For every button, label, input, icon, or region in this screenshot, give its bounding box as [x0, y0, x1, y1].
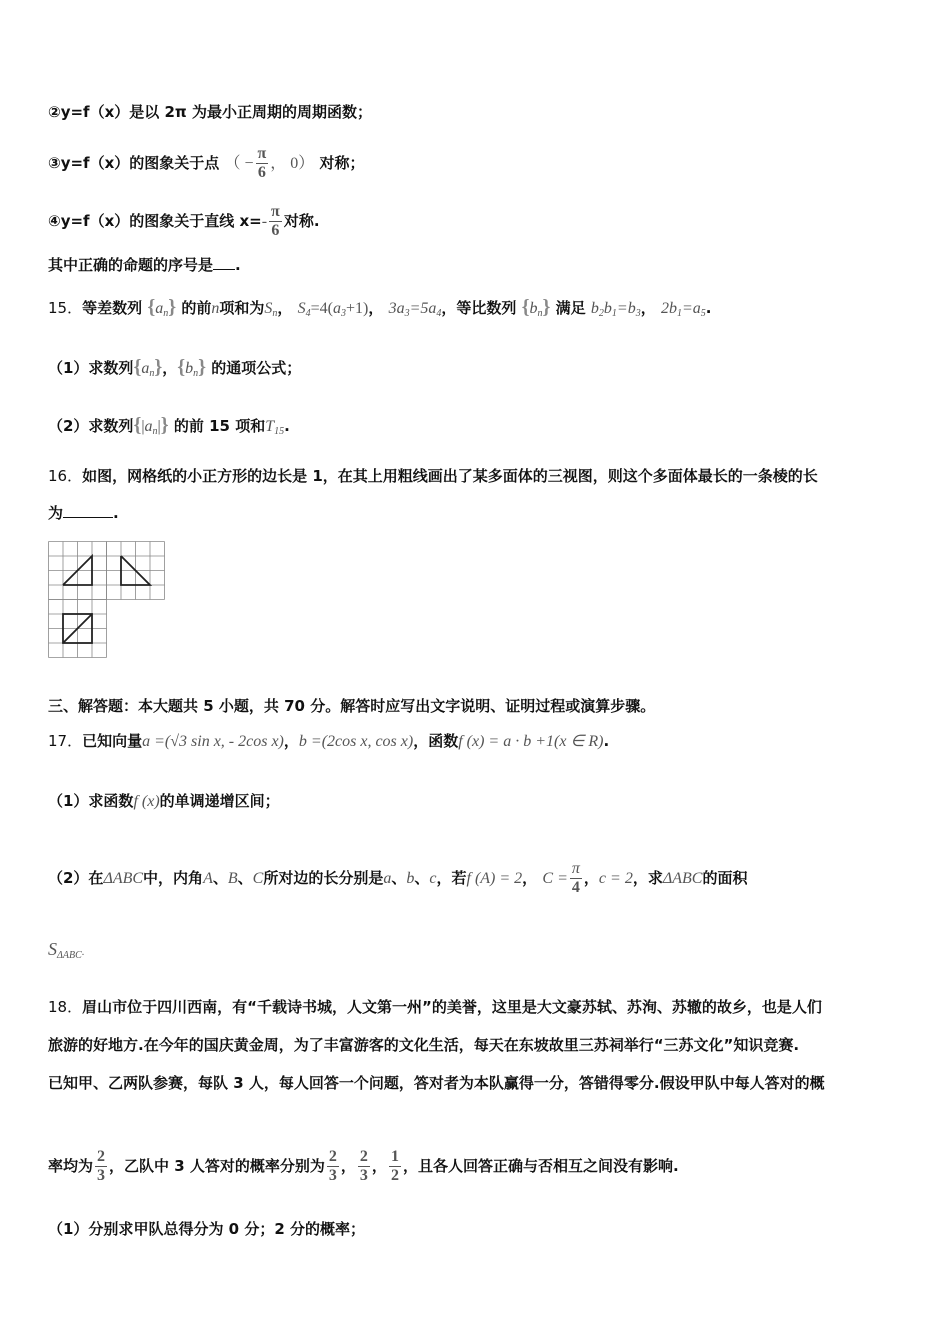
abs-bar: |	[157, 418, 161, 435]
question-number: 17．	[48, 732, 83, 750]
vector-a: a =(√3 sin x, - 2cos x)	[142, 733, 284, 750]
sum-T: T	[265, 418, 275, 435]
part-label: （1）求数列	[48, 359, 134, 377]
text: ，乙队中 3 人答对的概率分别为	[109, 1157, 325, 1175]
q16-line-2: 为	[48, 504, 64, 522]
comma: ，	[283, 732, 299, 750]
q15-part-2	[48, 414, 290, 443]
conclusion-text: 其中正确的命题的序号是	[48, 256, 214, 274]
marker: ③	[48, 154, 61, 172]
fraction-pi-4	[570, 860, 582, 897]
side-b: b	[406, 870, 415, 887]
q18-line-3: 已知甲、乙两队参赛，每队 3 人，每人回答一个问题，答对者为本队赢得一分，答错得零分.假设甲队中每人答对的概	[48, 1074, 825, 1092]
q17-part-2	[48, 860, 747, 897]
brace-close: }	[154, 356, 163, 378]
comma: ，	[583, 869, 599, 887]
q15-text-5: 满足	[555, 299, 586, 317]
period: .	[603, 732, 610, 750]
q15-text-1: 等差数列	[82, 299, 143, 317]
condition-C: C =	[542, 870, 568, 887]
question-number: 16．	[48, 467, 83, 485]
condition-fA: f (A) = 2	[466, 870, 523, 887]
fraction	[358, 1148, 370, 1185]
proposition-3-text-b: 对称；	[319, 154, 365, 172]
subscript: 1	[676, 308, 682, 319]
part-mid: 的前 15 项和	[173, 417, 266, 435]
triangle: ΔABC	[103, 870, 144, 887]
q17-area-symbol	[48, 938, 84, 967]
sep: ，	[371, 1157, 387, 1175]
q18-line-1: 眉山市位于四川西南，有“千载诗书城，人文第一州”的美誉，这里是大文豪苏轼、苏洵、苏辙的故乡，也是人们	[82, 998, 822, 1016]
brace-close: }	[160, 414, 169, 436]
sequence-b: b	[529, 300, 538, 317]
subscript: 3	[404, 308, 410, 319]
sep: 、	[414, 869, 430, 887]
denominator: 6	[257, 164, 266, 181]
marker: ④	[48, 212, 61, 230]
period: .	[81, 947, 85, 958]
comma-zero: ， 0）	[270, 155, 315, 172]
question-16-line-2	[48, 502, 119, 524]
numerator: π	[571, 860, 580, 877]
subscript: 3	[341, 308, 346, 319]
eq4-left: 2b	[660, 300, 677, 317]
side-a: a	[383, 870, 392, 887]
text: 率均为	[48, 1157, 94, 1175]
q16-tail: .	[113, 504, 119, 522]
brace-open: {	[147, 296, 156, 318]
abs-bar: |	[141, 418, 145, 435]
question-17	[48, 730, 609, 753]
q15-text-2: 的前	[181, 299, 212, 317]
triangle: ΔABC	[662, 870, 703, 887]
brace-open: {	[521, 296, 530, 318]
function-f: f (x)	[133, 793, 160, 810]
sep: 、	[212, 869, 228, 887]
question-number: 18．	[48, 998, 83, 1016]
comma: ，	[162, 359, 178, 377]
proposition-4-text-a: y=f（x）的图象关于直线 x=	[60, 212, 262, 230]
sep: 、	[237, 869, 253, 887]
minus-sign: -	[261, 213, 268, 230]
subscript: 4	[436, 308, 442, 319]
numerator: 2	[97, 1148, 106, 1165]
question-number: 15．	[48, 299, 83, 317]
denominator: 3	[97, 1167, 106, 1184]
part-tail: 的通项公式；	[211, 359, 302, 377]
eq1-S: S	[297, 300, 306, 317]
text: 中，内角	[143, 869, 204, 887]
sep: ，	[340, 1157, 356, 1175]
comma: ，	[277, 299, 293, 317]
subscript: n	[163, 308, 169, 319]
comma: ，	[640, 299, 656, 317]
sep: 、	[391, 869, 407, 887]
sequence-a: a	[155, 300, 164, 317]
vector-b: b =(2cos x, cos x)	[298, 733, 414, 750]
comma: ，	[368, 299, 384, 317]
sequence-a: a	[141, 360, 150, 377]
variable-n: n	[211, 300, 220, 317]
sum-S: S	[264, 300, 273, 317]
q15-part-1	[48, 356, 301, 385]
paren-open: （ −	[224, 155, 254, 172]
eq1-end: +1)	[346, 300, 369, 317]
subscript: n	[272, 308, 278, 319]
text: ，求	[632, 869, 663, 887]
subscript: n	[193, 368, 199, 379]
answer-blank	[213, 269, 235, 270]
part-label: （2）在	[48, 869, 104, 887]
denominator: 3	[359, 1167, 368, 1184]
period: .	[284, 417, 290, 435]
text: ，且各人回答正确与否相互之间没有影响.	[402, 1157, 679, 1175]
numerator: 2	[328, 1148, 337, 1165]
comma: ，	[522, 869, 538, 887]
eq1-part: =4(	[310, 300, 333, 317]
side-c: c	[429, 870, 437, 887]
part-tail: 的单调递增区间；	[159, 792, 280, 810]
eq1-a: a	[333, 300, 341, 317]
q17-text-2: ，函数	[413, 732, 459, 750]
eq3-b: b	[603, 300, 612, 317]
angle-B: B	[227, 870, 238, 887]
marker: ②	[48, 103, 61, 121]
proposition-3	[48, 145, 365, 182]
q18-part-1: （1）分别求甲队总得分为 0 分；2 分的概率；	[48, 1220, 365, 1238]
q16-line-1: 如图，网格纸的小正方形的边长是 1，在其上用粗线画出了某多面体的三视图，则这个多面体最长的一条棱的长	[82, 467, 818, 485]
fraction-pi-6	[269, 203, 282, 240]
section-3-title: 三、解答题：本大题共 5 小题，共 70 分。解答时应写出文字说明、证明过程或演算步骤。	[48, 697, 656, 715]
part-label: （2）求数列	[48, 417, 134, 435]
subscript: 15	[274, 426, 285, 437]
eq4-right: =a	[681, 300, 701, 317]
brace-close: }	[198, 356, 207, 378]
subscript: n	[149, 368, 155, 379]
sequence-b: b	[185, 360, 194, 377]
brace-open: {	[133, 414, 142, 436]
numerator: 1	[390, 1148, 399, 1165]
question-15	[48, 296, 711, 325]
subscript: 3	[635, 308, 641, 319]
three-view-diagram	[48, 541, 166, 661]
fraction	[327, 1148, 339, 1185]
numerator: π	[271, 203, 280, 220]
brace-open: {	[177, 356, 186, 378]
denominator: 2	[390, 1167, 399, 1184]
area-S: S	[48, 939, 57, 959]
subscript: 2	[598, 308, 604, 319]
eq3-right: =b	[616, 300, 636, 317]
subscript: n	[152, 426, 158, 437]
subscript: 5	[700, 308, 706, 319]
answer-blank	[63, 517, 113, 518]
condition-c: c = 2	[598, 870, 633, 887]
brace-close: }	[168, 296, 177, 318]
q18-line-4	[48, 1148, 679, 1185]
question-18	[48, 996, 822, 1018]
question-16	[48, 465, 818, 487]
denominator: 6	[271, 222, 280, 239]
fraction	[95, 1148, 107, 1185]
text: 的面积	[702, 869, 748, 887]
proposition-3-text-a: y=f（x）的图象关于点	[60, 154, 220, 172]
sequence-a: a	[144, 418, 153, 435]
q17-text-1: 已知向量	[82, 732, 143, 750]
numerator: π	[257, 145, 267, 162]
eq2-left: 3a	[388, 300, 405, 317]
brace-close: }	[542, 296, 551, 318]
subscript: n	[537, 308, 543, 319]
numerator: 2	[359, 1148, 368, 1165]
text: 所对边的长分别是	[263, 869, 384, 887]
denominator: 4	[571, 879, 580, 896]
text: ，若	[436, 869, 467, 887]
subscript: 1	[611, 308, 617, 319]
q15-text-3: 项和为	[219, 299, 265, 317]
q17-part-1	[48, 790, 280, 813]
angle-A: A	[203, 870, 213, 887]
angle-C: C	[252, 870, 264, 887]
conclusion-line	[48, 254, 241, 276]
brace-open: {	[133, 356, 142, 378]
proposition-2-text: y=f（x）是以 2π 为最小正周期的周期函数；	[60, 103, 372, 121]
period: .	[705, 299, 712, 317]
fraction	[389, 1148, 401, 1185]
subscript: 4	[305, 308, 311, 319]
part-label: （1）求函数	[48, 792, 134, 810]
subscript: ΔABC	[57, 950, 82, 961]
eq3-b: b	[590, 300, 599, 317]
fraction-pi-6	[256, 145, 269, 182]
proposition-4	[48, 203, 320, 240]
proposition-4-text-b: 对称.	[283, 212, 320, 230]
proposition-2	[48, 101, 372, 123]
q18-line-2: 旅游的好地方.在今年的国庆黄金周，为了丰富游客的文化生活，每天在东坡故里三苏祠举行“三苏文化”知识竞赛.	[48, 1036, 800, 1054]
function-def: f (x) = a · b +1(x ∈ R)	[458, 733, 604, 750]
q15-text-4: ，等比数列	[441, 299, 517, 317]
eq2-right: =5a	[409, 300, 437, 317]
conclusion-tail: .	[235, 256, 241, 274]
denominator: 3	[328, 1167, 337, 1184]
